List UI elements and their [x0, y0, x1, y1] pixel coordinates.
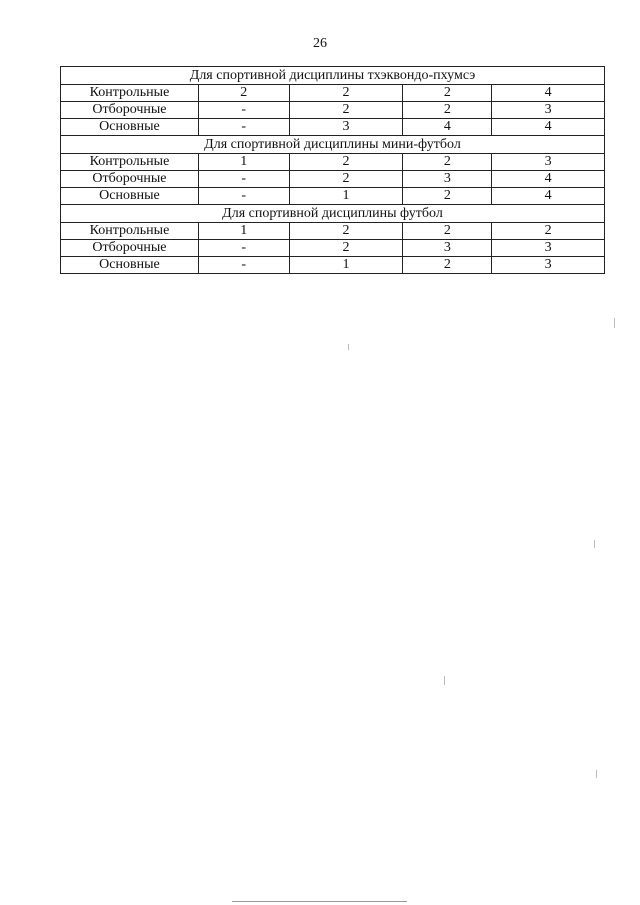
row-label: Основные — [61, 119, 199, 136]
table-row — [61, 171, 605, 188]
table-cell: - — [198, 257, 289, 274]
page-number: 26 — [313, 36, 327, 51]
table-cell: 2 — [289, 85, 403, 102]
table-cell: 4 — [492, 85, 605, 102]
section-header-row — [61, 67, 605, 85]
row-label: Основные — [61, 257, 199, 274]
section-header-row — [61, 205, 605, 223]
table-cell: 3 — [492, 102, 605, 119]
scan-speck — [596, 770, 597, 778]
table-cell: 3 — [492, 154, 605, 171]
table-cell: 1 — [289, 257, 403, 274]
row-label: Контрольные — [61, 223, 199, 240]
table-row — [61, 223, 605, 240]
table-cell: - — [198, 171, 289, 188]
table-cell: 2 — [289, 223, 403, 240]
scan-speck — [444, 676, 445, 685]
table-row — [61, 257, 605, 274]
competitions-table — [60, 66, 605, 274]
table-cell: 2 — [289, 240, 403, 257]
table-cell: 1 — [198, 223, 289, 240]
table-cell: 4 — [492, 119, 605, 136]
table-cell: - — [198, 188, 289, 205]
section-title: Для спортивной дисциплины мини-футбол — [61, 136, 605, 154]
table-row — [61, 85, 605, 102]
table-row — [61, 240, 605, 257]
table-cell: 4 — [492, 188, 605, 205]
table-cell: 2 — [289, 154, 403, 171]
table-cell: 2 — [403, 257, 492, 274]
table-cell: 4 — [492, 171, 605, 188]
scan-speck — [594, 540, 595, 548]
row-label: Отборочные — [61, 171, 199, 188]
table-cell: 2 — [403, 223, 492, 240]
table-cell: - — [198, 102, 289, 119]
section-header-row — [61, 136, 605, 154]
table-cell: 2 — [403, 102, 492, 119]
bottom-edge-line — [232, 901, 407, 902]
row-label: Контрольные — [61, 85, 199, 102]
section-title: Для спортивной дисциплины футбол — [61, 205, 605, 223]
table-row — [61, 154, 605, 171]
row-label: Контрольные — [61, 154, 199, 171]
table-cell: 3 — [492, 257, 605, 274]
table-cell: 2 — [403, 154, 492, 171]
table-cell: 1 — [198, 154, 289, 171]
section-title: Для спортивной дисциплины тхэквондо-пхумсэ — [61, 67, 605, 85]
table-cell: 3 — [492, 240, 605, 257]
table-cell: 2 — [403, 188, 492, 205]
table-cell: 3 — [403, 240, 492, 257]
row-label: Основные — [61, 188, 199, 205]
table-cell: 2 — [403, 85, 492, 102]
row-label: Отборочные — [61, 240, 199, 257]
table-cell: 3 — [403, 171, 492, 188]
table-row — [61, 188, 605, 205]
table-cell: 2 — [289, 102, 403, 119]
table-cell: - — [198, 119, 289, 136]
scan-speck — [348, 344, 349, 350]
table-cell: 2 — [289, 171, 403, 188]
table-cell: 4 — [403, 119, 492, 136]
table-row — [61, 102, 605, 119]
table-cell: 2 — [198, 85, 289, 102]
table-row — [61, 119, 605, 136]
table-cell: 3 — [289, 119, 403, 136]
table-cell: - — [198, 240, 289, 257]
scan-speck — [614, 318, 615, 328]
table-cell: 1 — [289, 188, 403, 205]
table-cell: 2 — [492, 223, 605, 240]
row-label: Отборочные — [61, 102, 199, 119]
